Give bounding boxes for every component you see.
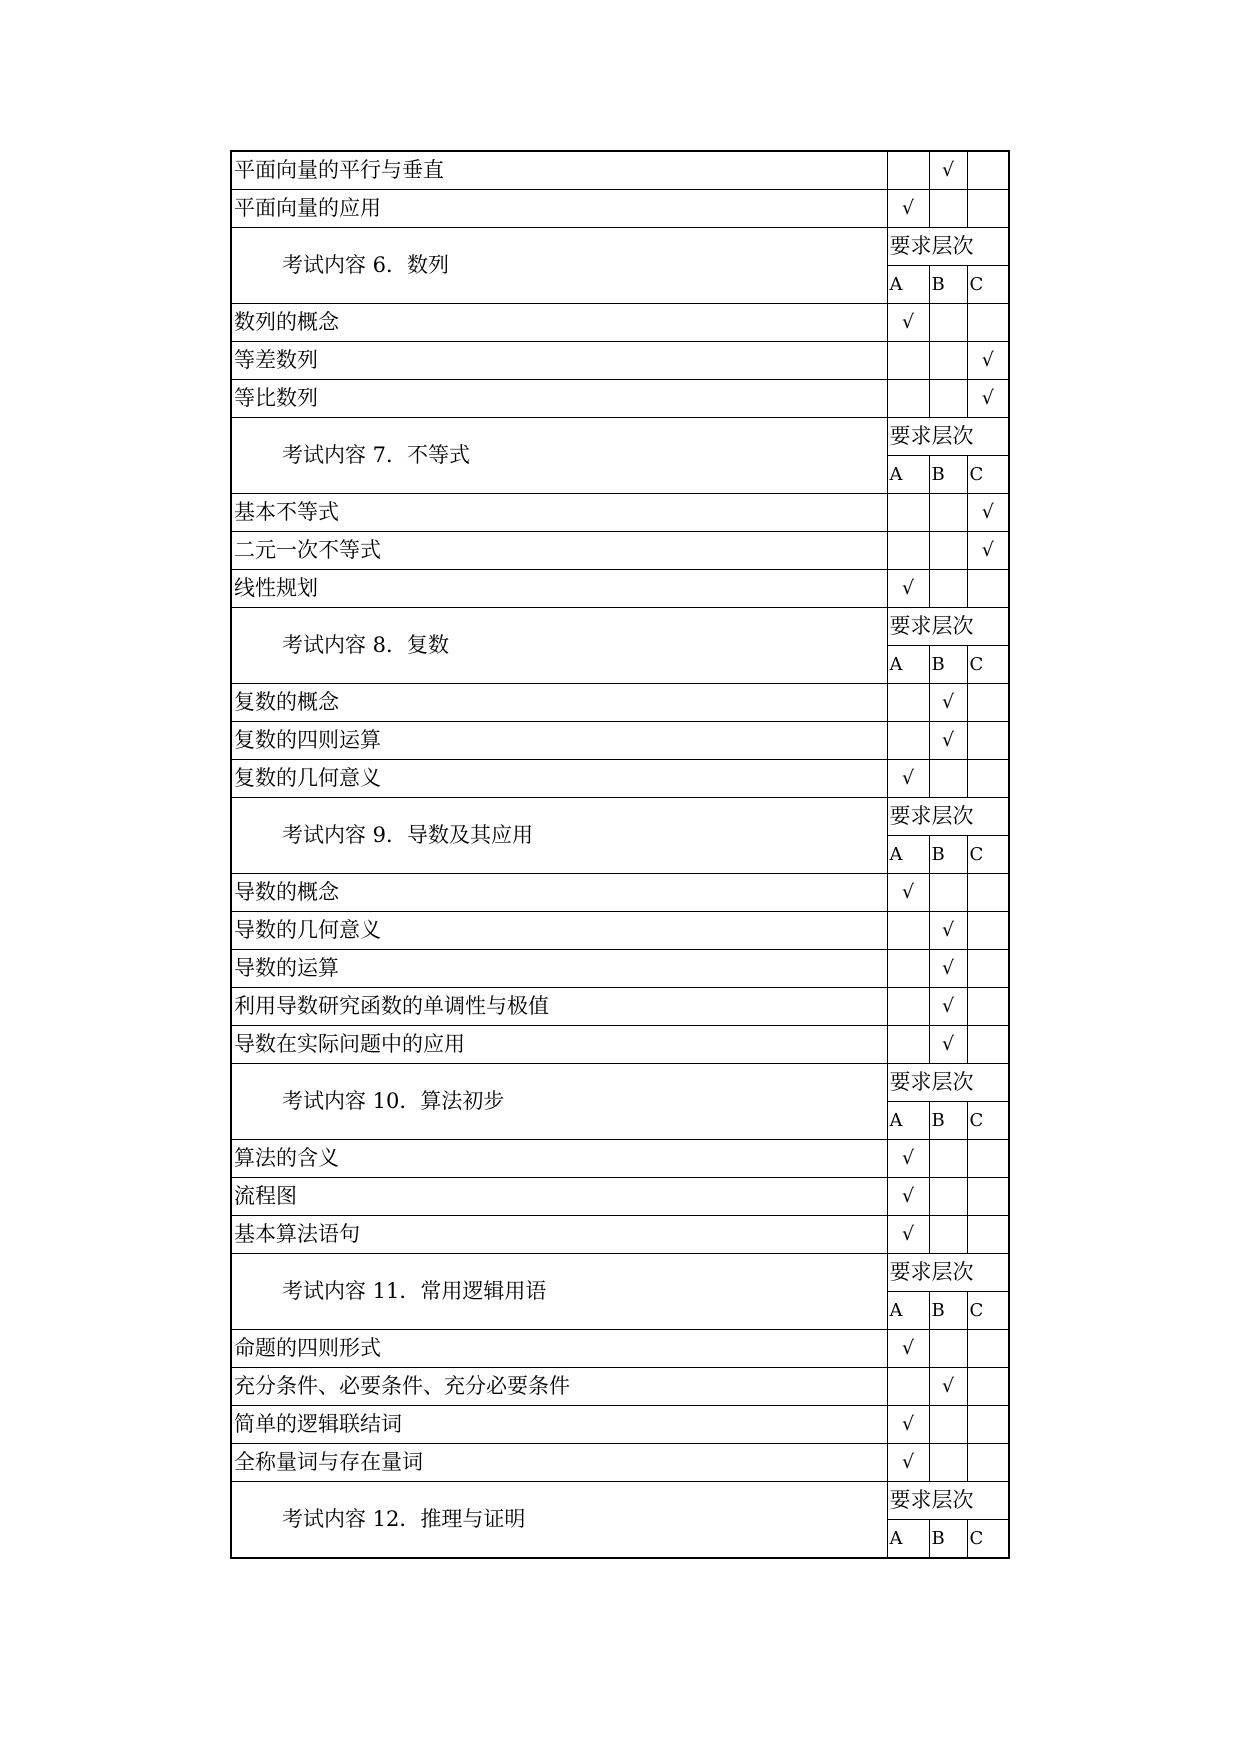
topic-label: 二元一次不等式	[231, 532, 887, 570]
level-a-label: A	[887, 1102, 929, 1140]
level-a-check: √	[887, 760, 929, 798]
level-c-cell	[967, 570, 1009, 608]
level-a-cell	[887, 988, 929, 1026]
section-header-row	[231, 1254, 1009, 1292]
table-row	[231, 1026, 1009, 1064]
level-c-cell	[967, 304, 1009, 342]
level-b-check: √	[929, 722, 967, 760]
level-a-cell	[887, 151, 929, 190]
level-a-check: √	[887, 1406, 929, 1444]
topic-label: 等比数列	[231, 380, 887, 418]
topic-label: 基本不等式	[231, 494, 887, 532]
level-c-label: C	[967, 836, 1009, 874]
level-b-check: √	[929, 1368, 967, 1406]
level-b-cell	[929, 874, 967, 912]
table-row	[231, 494, 1009, 532]
level-a-check: √	[887, 1178, 929, 1216]
level-c-check: √	[967, 380, 1009, 418]
level-c-cell	[967, 684, 1009, 722]
level-b-check: √	[929, 950, 967, 988]
level-a-cell	[887, 950, 929, 988]
level-c-cell	[967, 1140, 1009, 1178]
level-c-label: C	[967, 1102, 1009, 1140]
level-b-cell	[929, 1406, 967, 1444]
level-c-label: C	[967, 1520, 1009, 1559]
table-row	[231, 1140, 1009, 1178]
table-row	[231, 190, 1009, 228]
levels-header: 要求层次	[887, 1064, 1009, 1102]
table-row	[231, 1330, 1009, 1368]
topic-label: 数列的概念	[231, 304, 887, 342]
table-row	[231, 988, 1009, 1026]
level-a-check: √	[887, 1444, 929, 1482]
level-a-check: √	[887, 874, 929, 912]
level-c-cell	[967, 760, 1009, 798]
level-a-check: √	[887, 570, 929, 608]
level-a-label: A	[887, 1520, 929, 1559]
section-title: 考试内容 12．推理与证明	[231, 1482, 887, 1559]
level-a-cell	[887, 342, 929, 380]
topic-label: 等差数列	[231, 342, 887, 380]
level-b-cell	[929, 304, 967, 342]
level-a-cell	[887, 1026, 929, 1064]
level-c-cell	[967, 1406, 1009, 1444]
table-row	[231, 684, 1009, 722]
table-row	[231, 874, 1009, 912]
topic-label: 平面向量的应用	[231, 190, 887, 228]
section-header-row	[231, 798, 1009, 836]
level-b-label: B	[929, 456, 967, 494]
level-c-cell	[967, 874, 1009, 912]
level-c-cell	[967, 1026, 1009, 1064]
topic-label: 流程图	[231, 1178, 887, 1216]
level-b-label: B	[929, 1292, 967, 1330]
level-b-label: B	[929, 1520, 967, 1559]
level-b-cell	[929, 1330, 967, 1368]
topic-label: 导数的几何意义	[231, 912, 887, 950]
level-c-cell	[967, 988, 1009, 1026]
table-row	[231, 1444, 1009, 1482]
table-row	[231, 1216, 1009, 1254]
section-title: 考试内容 6．数列	[231, 228, 887, 304]
level-c-cell	[967, 1330, 1009, 1368]
levels-header: 要求层次	[887, 228, 1009, 266]
levels-header: 要求层次	[887, 608, 1009, 646]
level-c-cell	[967, 912, 1009, 950]
level-a-label: A	[887, 836, 929, 874]
level-b-cell	[929, 532, 967, 570]
levels-header: 要求层次	[887, 418, 1009, 456]
level-c-label: C	[967, 646, 1009, 684]
level-a-check: √	[887, 1330, 929, 1368]
level-c-check: √	[967, 532, 1009, 570]
level-b-cell	[929, 342, 967, 380]
level-b-check: √	[929, 684, 967, 722]
topic-label: 导数的运算	[231, 950, 887, 988]
level-c-cell	[967, 722, 1009, 760]
level-c-label: C	[967, 456, 1009, 494]
level-c-cell	[967, 1216, 1009, 1254]
topic-label: 平面向量的平行与垂直	[231, 151, 887, 190]
levels-header: 要求层次	[887, 798, 1009, 836]
level-c-cell	[967, 1444, 1009, 1482]
level-a-cell	[887, 722, 929, 760]
section-title: 考试内容 8．复数	[231, 608, 887, 684]
exam-content-table	[230, 150, 1010, 1559]
level-a-cell	[887, 380, 929, 418]
level-a-cell	[887, 494, 929, 532]
level-a-label: A	[887, 266, 929, 304]
requirements-document	[230, 150, 1008, 1559]
level-a-cell	[887, 912, 929, 950]
table-row	[231, 304, 1009, 342]
level-c-cell	[967, 151, 1009, 190]
level-c-label: C	[967, 1292, 1009, 1330]
level-c-cell	[967, 1368, 1009, 1406]
section-title: 考试内容 10．算法初步	[231, 1064, 887, 1140]
level-a-check: √	[887, 1140, 929, 1178]
topic-label: 导数的概念	[231, 874, 887, 912]
topic-label: 复数的概念	[231, 684, 887, 722]
level-b-label: B	[929, 1102, 967, 1140]
level-b-cell	[929, 760, 967, 798]
level-b-cell	[929, 190, 967, 228]
topic-label: 算法的含义	[231, 1140, 887, 1178]
table-row	[231, 760, 1009, 798]
topic-label: 命题的四则形式	[231, 1330, 887, 1368]
level-b-label: B	[929, 836, 967, 874]
level-b-label: B	[929, 266, 967, 304]
table-row	[231, 912, 1009, 950]
level-b-cell	[929, 1444, 967, 1482]
level-b-cell	[929, 1216, 967, 1254]
table-row	[231, 950, 1009, 988]
level-b-check: √	[929, 912, 967, 950]
level-b-cell	[929, 570, 967, 608]
level-b-cell	[929, 1178, 967, 1216]
level-a-cell	[887, 1368, 929, 1406]
topic-label: 充分条件、必要条件、充分必要条件	[231, 1368, 887, 1406]
table-row	[231, 532, 1009, 570]
level-b-check: √	[929, 988, 967, 1026]
levels-header: 要求层次	[887, 1254, 1009, 1292]
section-header-row	[231, 608, 1009, 646]
level-a-label: A	[887, 1292, 929, 1330]
table-row	[231, 380, 1009, 418]
section-header-row	[231, 1064, 1009, 1102]
section-header-row	[231, 228, 1009, 266]
topic-label: 基本算法语句	[231, 1216, 887, 1254]
level-b-cell	[929, 1140, 967, 1178]
section-title: 考试内容 7．不等式	[231, 418, 887, 494]
topic-label: 复数的四则运算	[231, 722, 887, 760]
table-row	[231, 342, 1009, 380]
table-row	[231, 1368, 1009, 1406]
level-a-check: √	[887, 190, 929, 228]
level-c-cell	[967, 950, 1009, 988]
level-a-cell	[887, 684, 929, 722]
topic-label: 简单的逻辑联结词	[231, 1406, 887, 1444]
level-b-check: √	[929, 1026, 967, 1064]
level-a-check: √	[887, 1216, 929, 1254]
topic-label: 线性规划	[231, 570, 887, 608]
levels-header: 要求层次	[887, 1482, 1009, 1520]
topic-label: 导数在实际问题中的应用	[231, 1026, 887, 1064]
table-row	[231, 1406, 1009, 1444]
level-c-cell	[967, 190, 1009, 228]
section-title: 考试内容 11．常用逻辑用语	[231, 1254, 887, 1330]
level-c-check: √	[967, 342, 1009, 380]
topic-label: 全称量词与存在量词	[231, 1444, 887, 1482]
level-b-check: √	[929, 151, 967, 190]
level-a-label: A	[887, 646, 929, 684]
table-row	[231, 570, 1009, 608]
section-title: 考试内容 9．导数及其应用	[231, 798, 887, 874]
topic-label: 复数的几何意义	[231, 760, 887, 798]
table-row	[231, 722, 1009, 760]
level-b-cell	[929, 380, 967, 418]
topic-label: 利用导数研究函数的单调性与极值	[231, 988, 887, 1026]
section-header-row	[231, 418, 1009, 456]
level-a-label: A	[887, 456, 929, 494]
level-c-cell	[967, 1178, 1009, 1216]
table-body	[231, 151, 1009, 1558]
level-a-cell	[887, 532, 929, 570]
level-a-check: √	[887, 304, 929, 342]
level-c-check: √	[967, 494, 1009, 532]
level-b-cell	[929, 494, 967, 532]
table-row	[231, 151, 1009, 190]
level-b-label: B	[929, 646, 967, 684]
level-c-label: C	[967, 266, 1009, 304]
table-row	[231, 1178, 1009, 1216]
section-header-row	[231, 1482, 1009, 1520]
